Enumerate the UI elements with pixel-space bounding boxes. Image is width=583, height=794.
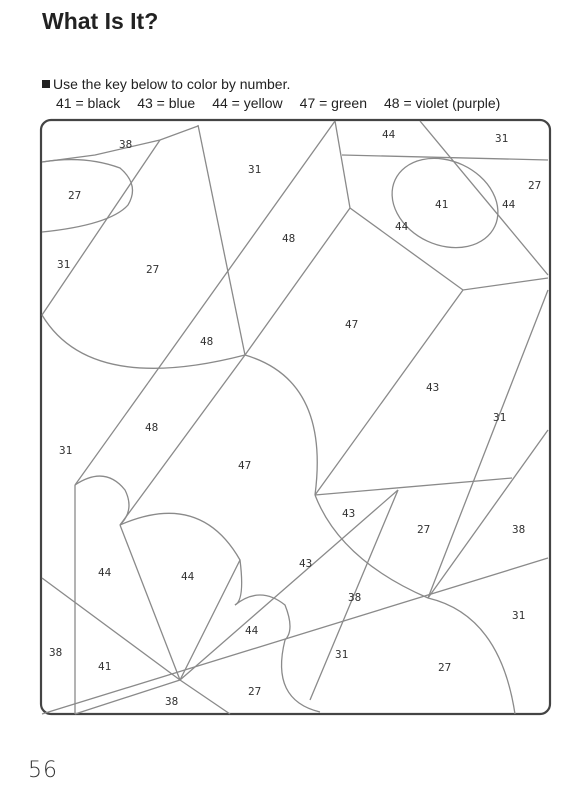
region-number: 44 <box>181 570 195 583</box>
region-number: 27 <box>417 523 431 536</box>
region-number: 38 <box>512 523 526 536</box>
region-number: 47 <box>345 318 359 331</box>
region-number: 31 <box>248 163 262 176</box>
line <box>428 598 515 714</box>
region-number: 31 <box>57 258 71 271</box>
region-number: 31 <box>59 444 73 457</box>
line <box>245 355 317 495</box>
line <box>120 513 242 605</box>
instruction-text: Use the key below to color by number. <box>53 76 291 92</box>
key-item-44: 44 = yellow <box>212 95 283 111</box>
line <box>315 478 512 495</box>
puzzle-frame <box>41 120 550 714</box>
region-number: 38 <box>165 695 179 708</box>
region-number: 27 <box>68 189 82 202</box>
region-number: 41 <box>435 198 449 211</box>
region-number: 41 <box>98 660 112 673</box>
line <box>235 595 290 640</box>
puzzle-lines <box>41 120 550 714</box>
line <box>75 383 148 485</box>
line <box>42 140 160 315</box>
region-number: 48 <box>145 421 159 434</box>
region-number: 43 <box>299 557 313 570</box>
region-number: 47 <box>238 459 252 472</box>
region-number: 48 <box>200 335 214 348</box>
region-number: 44 <box>502 198 516 211</box>
region-number: 31 <box>335 648 349 661</box>
page-title: What Is It? <box>42 8 159 34</box>
region-number: 43 <box>342 507 356 520</box>
line <box>428 430 548 598</box>
region-number: 44 <box>395 220 409 233</box>
region-number: 48 <box>282 232 296 245</box>
line <box>148 121 335 383</box>
region-number: 44 <box>245 624 259 637</box>
key-item-41: 41 = black <box>56 95 121 111</box>
key-item-48: 48 = violet (purple) <box>384 95 501 111</box>
region-number: 27 <box>146 263 160 276</box>
region-number: 31 <box>495 132 509 145</box>
region-number: 27 <box>438 661 452 674</box>
region-number: 44 <box>98 566 112 579</box>
region-number: 44 <box>382 128 396 141</box>
region-number: 31 <box>512 609 526 622</box>
line <box>180 490 398 680</box>
line <box>120 525 180 680</box>
region-number: 27 <box>528 179 542 192</box>
key-item-43: 43 = blue <box>137 95 196 111</box>
region-number: 38 <box>348 591 362 604</box>
line <box>42 558 548 714</box>
region-number: 27 <box>248 685 262 698</box>
key-item-47: 47 = green <box>299 95 367 111</box>
line <box>42 160 133 232</box>
line <box>120 355 245 525</box>
line <box>245 208 350 355</box>
line <box>315 495 431 598</box>
page-number: 56 <box>28 758 58 783</box>
region-number: 38 <box>49 646 63 659</box>
line <box>428 290 548 598</box>
region-number: 43 <box>426 381 440 394</box>
region-number: 31 <box>493 411 507 424</box>
line <box>75 476 129 525</box>
line <box>42 315 245 368</box>
line <box>180 680 230 714</box>
line <box>315 290 463 495</box>
line <box>282 640 320 712</box>
region-number: 38 <box>119 138 133 151</box>
line <box>198 125 245 355</box>
